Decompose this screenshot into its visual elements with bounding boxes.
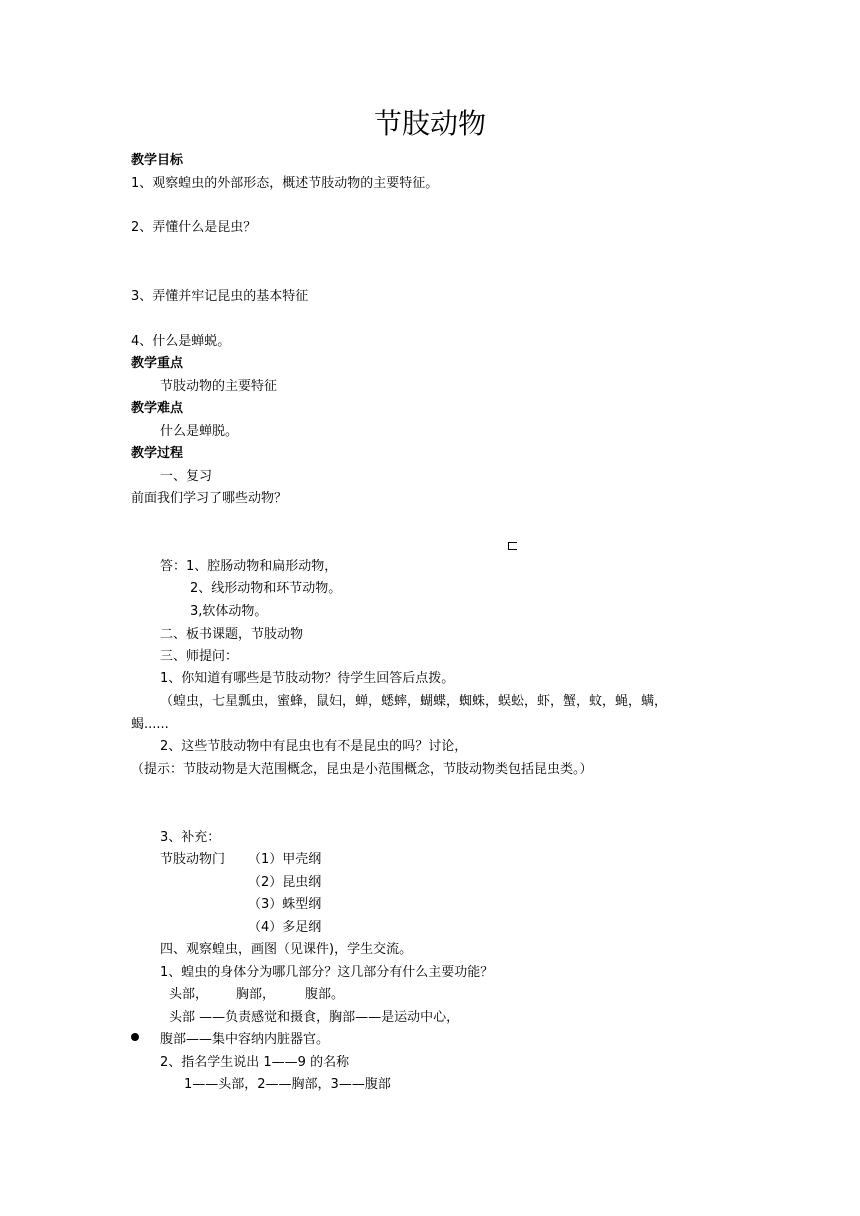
bullet-icon xyxy=(131,1033,139,1041)
phylum-label: 节肢动物门 xyxy=(160,852,226,867)
answer-line-3: 3,软体动物。 xyxy=(190,604,268,619)
difficulty-heading: 教学难点 xyxy=(131,401,184,416)
objective-item-3: 3、弄懂并牢记昆虫的基本特征 xyxy=(131,289,309,304)
abdomen-function: 腹部——集中容纳内脏器官。 xyxy=(160,1032,330,1047)
class-item-1: （1）甲壳纲 xyxy=(248,852,322,867)
difficulty-text: 什么是蝉脱。 xyxy=(160,424,239,439)
answer-line-2: 2、线形动物和环节动物。 xyxy=(190,581,342,596)
key-point-text: 节肢动物的主要特征 xyxy=(160,379,278,394)
animal-list-line-2: 蝎...... xyxy=(131,717,169,732)
body-part-abdomen: 腹部。 xyxy=(305,987,345,1002)
hint-text: （提示：节肢动物是大范围概念，昆虫是小范围概念，节肢动物类包括昆虫类。） xyxy=(131,762,593,777)
review-heading: 一、复习 xyxy=(160,469,213,484)
objective-item-4: 4、什么是蝉蜕。 xyxy=(131,334,231,349)
objective-item-2: 2、弄懂什么是昆虫？ xyxy=(131,220,257,235)
animal-list-line-1: （蝗虫，七星瓢虫，蜜蜂，鼠妇，蝉，蟋蟀，蝴蝶，蜘蛛，蜈蚣，虾，蟹，蚊，蝇，螨， xyxy=(160,694,668,709)
observe-question-1: 1、蝗虫的身体分为哪几部分？这几部分有什么主要功能？ xyxy=(160,965,494,980)
part-names: 1——头部，2——胸部，3——腹部 xyxy=(184,1077,391,1092)
question-1: 1、你知道有哪些是节肢动物？待学生回答后点拨。 xyxy=(160,671,455,686)
observe-question-2: 2、指名学生说出 1——9 的名称 xyxy=(160,1055,350,1070)
question-3: 3、补充： xyxy=(160,830,221,845)
board-topic: 二、板书课题，节肢动物 xyxy=(160,627,304,642)
objectives-heading: 教学目标 xyxy=(131,153,184,168)
answer-line-1: 答：1、腔肠动物和扁形动物， xyxy=(160,559,338,574)
key-point-heading: 教学重点 xyxy=(131,356,184,371)
question-2: 2、这些节肢动物中有昆虫也有不是昆虫的吗？讨论， xyxy=(160,739,468,754)
body-part-head: 头部， xyxy=(169,987,209,1002)
body-part-chest: 胸部， xyxy=(236,987,276,1002)
process-heading: 教学过程 xyxy=(131,446,184,461)
review-question: 前面我们学习了哪些动物？ xyxy=(131,491,288,506)
page-title: 节肢动物 xyxy=(373,107,486,140)
teacher-question-heading: 三、师提问： xyxy=(160,649,239,664)
class-item-2: （2）昆虫纲 xyxy=(248,875,322,890)
objective-item-1: 1、观察蝗虫的外部形态，概述节肢动物的主要特征。 xyxy=(131,176,439,191)
corner-mark-icon xyxy=(508,542,517,550)
class-item-3: （3）蛛型纲 xyxy=(248,897,322,912)
class-item-4: （4）多足纲 xyxy=(248,920,322,935)
observe-heading: 四、观察蝗虫，画图（见课件)，学生交流。 xyxy=(160,942,413,957)
body-part-functions: 头部 ——负责感觉和摄食，胸部——是运动中心， xyxy=(169,1010,460,1025)
